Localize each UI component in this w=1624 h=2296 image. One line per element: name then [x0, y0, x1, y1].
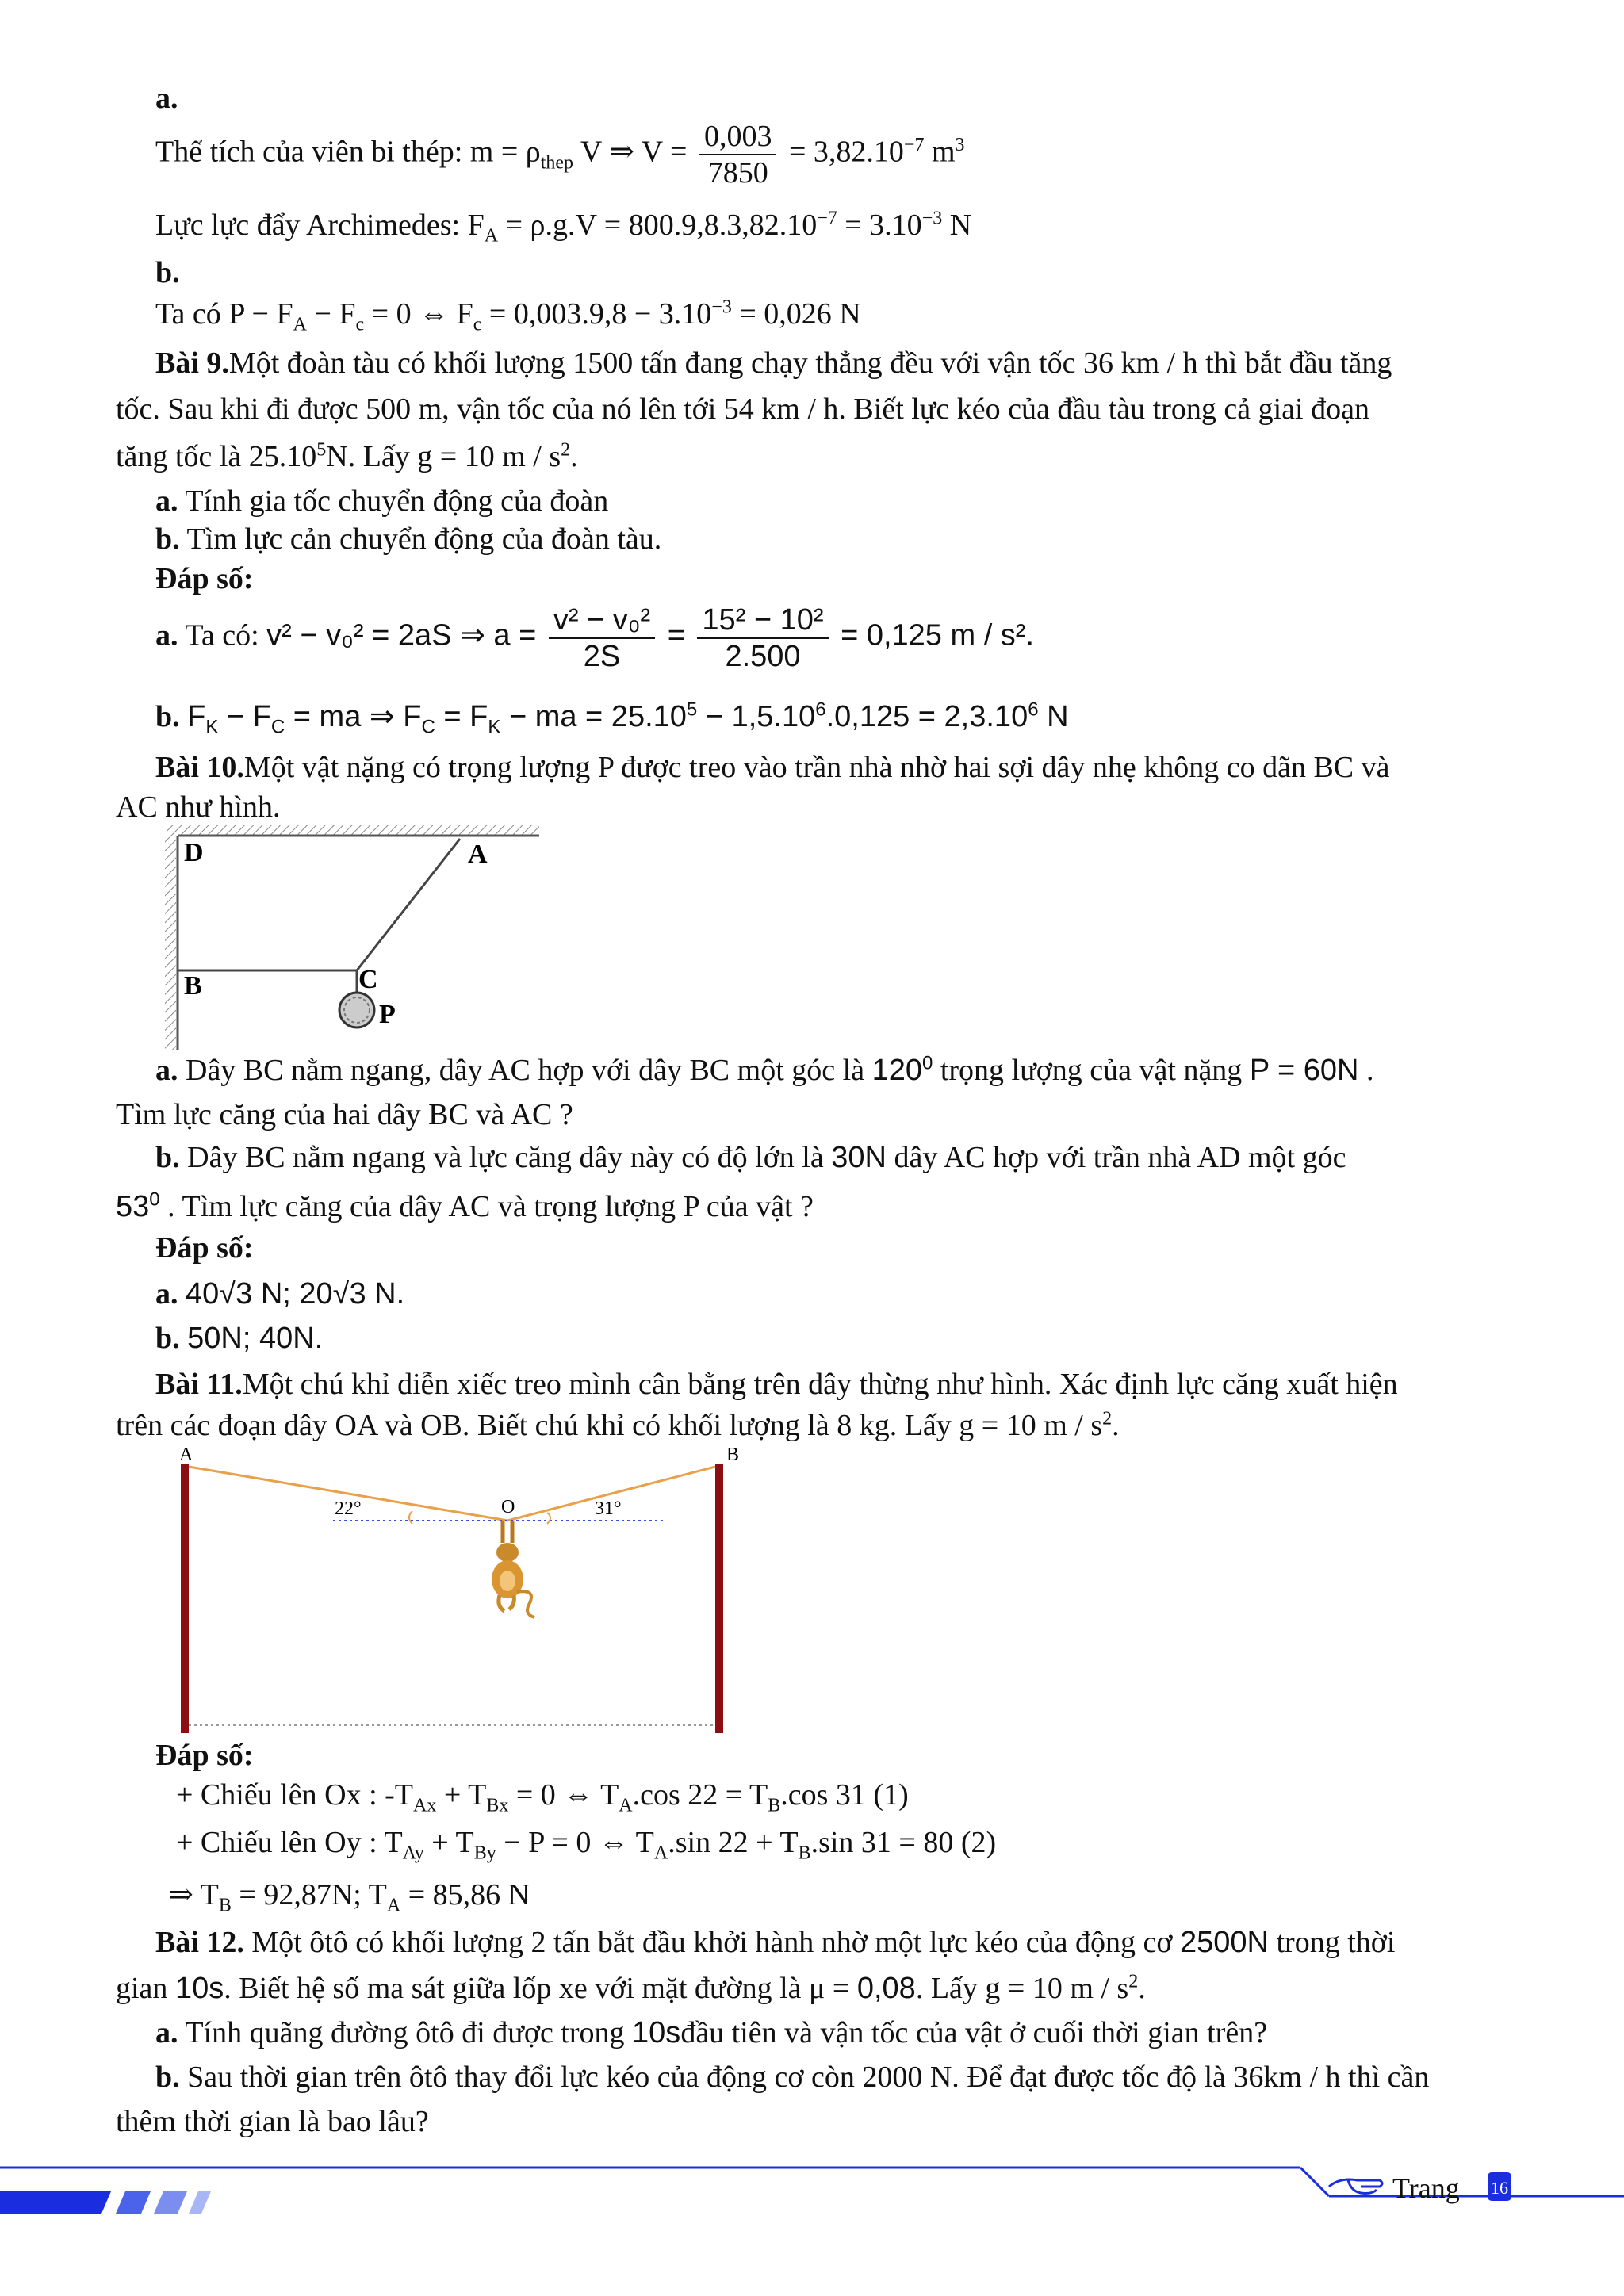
angle-arc-right — [547, 1513, 550, 1524]
ex10-question-a-line1: a. Dây BC nằm ngang, dây AC hợp với dây BC một góc là $120^0$ trọng lượng của vật nặng P = 60N . — [155, 1052, 1374, 1087]
ex8-volume-line: Thể tích của viên bi thép: $m = \rho_{thep}$ V ⇒ V = $\frac{0,003}{7850}$ = $3,82.10^{-7}$ $m^3$ — [155, 120, 965, 189]
ex10-text2: AC như hình. — [116, 790, 281, 824]
label-angle-22: 22° — [335, 1498, 362, 1519]
label-a: A — [179, 1448, 193, 1465]
footer-bar-stripe3 — [189, 2191, 211, 2214]
footer-decoration — [0, 2163, 1624, 2218]
label-angle-31: 31° — [595, 1498, 622, 1519]
ceiling-hatch — [167, 825, 539, 836]
rope-ac — [357, 839, 460, 970]
ex9-text3: tăng tốc là 25.10$^5$N. Lấy g = 10 m / $s^2$. — [116, 439, 578, 473]
ex12-question-b-line2: thêm thời gian là bao lâu? — [116, 2105, 429, 2138]
ex9-text1: Bài 9.Một đoàn tàu có khối lượng 1500 tấn đang chạy thẳng đều với vận tốc 36 km / h thì bắt đầu tăng — [155, 346, 1392, 380]
label-b: B — [184, 971, 202, 1001]
label-o: O — [501, 1497, 515, 1517]
label-d: D — [184, 838, 204, 867]
ex12-text2: gian 10s. Biết hệ số ma sát giữa lốp xe với mặt đường là μ = 0,08. Lấy g = 10 m / $s^2$. — [116, 1971, 1146, 2005]
ex10-question-b-line2: $53^0$ . Tìm lực căng của dây AC và trọng lượng P của vật ? — [116, 1188, 814, 1223]
ex10-question-b-line1: b. Dây BC nằm ngang và lực căng dây này có độ lớn là 30N dây AC hợp với trần nhà AD một góc — [155, 1141, 1346, 1174]
ex10-answer-a: a. 40√3 N; 20√3 N. — [155, 1277, 405, 1311]
page-label: Trang — [1392, 2172, 1460, 2204]
ex10-question-a-line2: Tìm lực căng của hai dây BC và AC ? — [116, 1098, 573, 1131]
ex9-answer-b: b. $F_K - F_C$ = ma ⇒ $F_C = F_K$ − ma = $25.10^5 - 1,5.10^6.0,125 = 2,3.10^6$ N — [155, 698, 1069, 738]
ex11-answer-ox: + Chiếu lên Ox : $-T_{Ax} + T_{Bx} = 0$ ⇔ $T_A.\cos$ $22 = T_B.\cos$ 31 (1) — [176, 1778, 909, 1816]
ex10-figure — [151, 820, 555, 1050]
ex8-b-line: Ta có $P - F_A - F_c = 0$ ⇔ $F_c = 0,003.9,8 - 3.10^{-3} = 0,026$ N — [155, 297, 861, 335]
label-b: B — [726, 1448, 740, 1465]
ex11-text2: trên các đoạn dây OA và OB. Biết chú khỉ có khối lượng là 8 kg. Lấy g = 10 m / $s^2$. — [116, 1408, 1120, 1442]
ex8-a-label: a. — [155, 82, 178, 115]
footer-bar-main — [0, 2191, 111, 2214]
page-number: 16 — [1491, 2178, 1508, 2198]
ex12-question-a: a. Tính quãng đường ôtô đi được trong 10sđầu tiên và vận tốc của vật ở cuối thời gian trên? — [155, 2016, 1268, 2049]
angle-arc-left — [409, 1511, 412, 1524]
ex8-b-label: b. — [155, 256, 180, 289]
ex11-answer-result: ⇒ $T_B = 92,87N$; $T_A = 85,86$ N — [168, 1878, 530, 1916]
monkey-icon — [492, 1521, 534, 1617]
ex8-archimedes-line: Lực lực đẩy Archimedes: $F_A = \rho.g.V = 800.9,8.3,82.10^{-7} = 3.10^{-3}$ N — [155, 208, 972, 247]
label-p: P — [379, 1000, 396, 1029]
ex11-answer-oy: + Chiếu lên Oy : $T_{Ay} + T_{By} - P = 0$ ⇔ $T_A.\sin$ $22 + T_B.\sin$ 31 = 80 (2) — [176, 1826, 997, 1864]
pole-left — [181, 1464, 189, 1733]
ex10-answer-b: b. 50N; 40N. — [155, 1322, 324, 1355]
ex9-question-a: a. Tính gia tốc chuyển động của đoàn — [155, 484, 609, 518]
label-a: A — [468, 840, 488, 869]
ex9-answer-heading: Đáp số: — [155, 562, 254, 595]
ex11-figure — [151, 1448, 753, 1738]
ex11-text1: Bài 11.Một chú khỉ diễn xiếc treo mình cân bằng trên dây thừng như hình. Xác định lực căng xuất hiện — [155, 1368, 1398, 1401]
footer-bar-stripe1 — [116, 2191, 151, 2214]
ex11-answer-heading: Đáp số: — [155, 1739, 254, 1772]
ex10-text1: Bài 10.Một vật nặng có trọng lượng P được treo vào trần nhà nhờ hai sợi dây nhẹ không co dãn BC và — [155, 751, 1390, 784]
ex9-question-b: b. Tìm lực cản chuyển động của đoàn tàu. — [155, 522, 662, 556]
footer-rule-bend — [1300, 2168, 1329, 2196]
footer-bar-stripe2 — [154, 2191, 187, 2214]
ex10-answer-heading: Đáp số: — [155, 1231, 254, 1265]
ex12-question-b-line1: b. Sau thời gian trên ôtô thay đổi lực kéo của động cơ còn 2000 N. Để đạt được tốc độ là 36km / h thì cần — [155, 2061, 1430, 2094]
label-c: C — [358, 965, 378, 994]
wall-hatch — [165, 836, 176, 1050]
ex9-text2: tốc. Sau khi đi được 500 m, vận tốc của nó lên tới 54 km / h. Biết lực kéo của đầu tàu trong cả giai đoạn — [116, 392, 1369, 426]
ex12-text1: Bài 12. Một ôtô có khối lượng 2 tấn bắt đầu khởi hành nhờ một lực kéo của động cơ 2500N trong thời — [155, 1926, 1396, 1959]
pointing-hand-icon — [1329, 2179, 1382, 2194]
ex9-answer-a: a. Ta có: v² − v₀² = 2aS ⇒ a = $\frac{\text{v² − v₀²}}{2S}$ = $\frac{\text{15² − 10²}}{2.500}$ = 0,125 m / s². — [155, 603, 1035, 673]
pole-right — [715, 1464, 723, 1733]
